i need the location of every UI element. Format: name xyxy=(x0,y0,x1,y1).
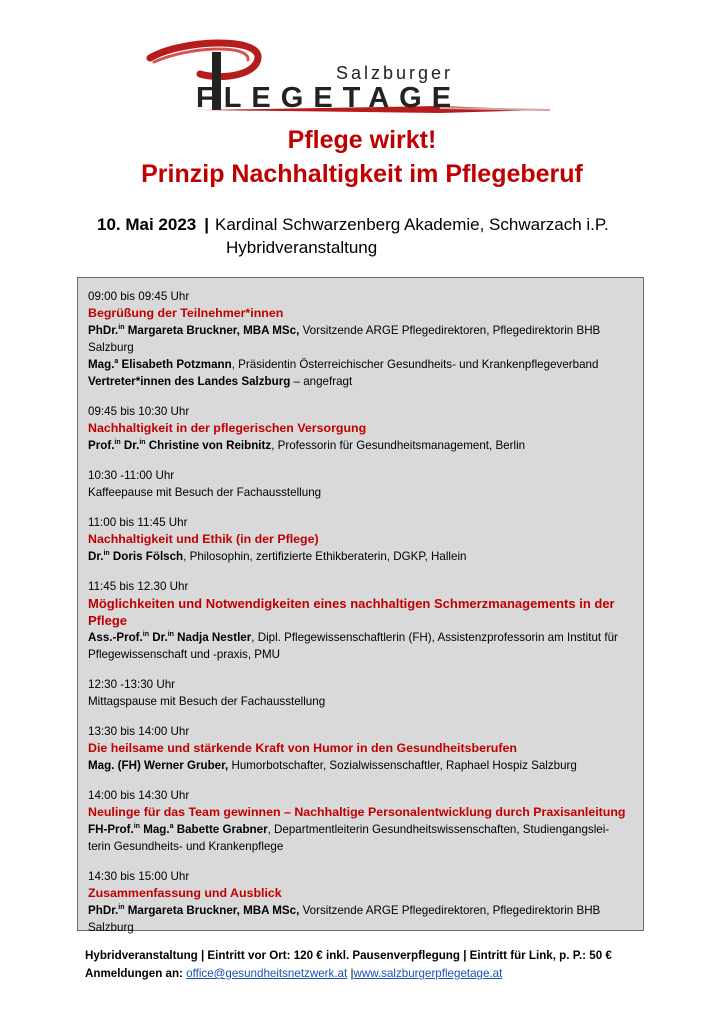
speaker-details: Salzburg xyxy=(88,341,134,354)
program-time: 11:45 bis 12.30 Uhr xyxy=(88,580,189,593)
speaker-title: Ass.-Prof. xyxy=(88,631,143,644)
speaker-details: Vorsitzende ARGE Pflegedirektoren, Pflegedirektorin BHB xyxy=(299,904,601,917)
speaker-title: PhDr. xyxy=(88,904,119,917)
program-item xyxy=(88,288,634,390)
program-speaker-line xyxy=(88,484,634,501)
speaker-title-suffix: in xyxy=(133,823,140,830)
speaker-title-suffix: in xyxy=(118,904,125,911)
speaker-details: Pflegewissenschaft und -praxis, PMU xyxy=(88,648,281,661)
page-subtitle: Prinzip Nachhaltigkeit im Pflegeberuf xyxy=(141,160,583,188)
footer-registration xyxy=(85,965,612,983)
program-item xyxy=(88,676,634,710)
speaker-title-suffix: in xyxy=(114,439,121,446)
program-title: Nachhaltigkeit in der pflegerischen Versorgung xyxy=(88,421,367,435)
speaker-title-suffix: in xyxy=(167,631,174,638)
program-speaker-line xyxy=(88,548,634,565)
footer-prices: Hybridveranstaltung | Eintritt vor Ort: 120 € inkl. Pausenverpflegung | Eintritt für Link, p. P.: 50 € xyxy=(85,949,612,962)
footer xyxy=(85,947,612,983)
speaker-title: Mag. xyxy=(88,358,115,371)
program-item xyxy=(88,868,634,936)
speaker-name: Nadja Nestler xyxy=(173,631,252,644)
event-date: 10. Mai 2023 xyxy=(97,215,197,234)
speaker-details: Mittagspause mit Besuch der Fachausstellung xyxy=(88,695,326,708)
program-item xyxy=(88,723,634,774)
speaker-details: – angefragt xyxy=(290,375,353,388)
speaker-details: Humorbotschafter, Sozialwissenschaftler, Raphael Hospiz Salzburg xyxy=(228,759,577,772)
program-time: 13:30 bis 14:00 Uhr xyxy=(88,725,190,738)
program-item xyxy=(88,467,634,501)
program-title: Möglichkeiten und Notwendigkeiten eines nachhaltigen Schmerzmanagements in der Pflege xyxy=(88,596,615,628)
speaker-title: Prof. xyxy=(88,439,115,452)
speaker-details: , Dipl. Pflegewissenschaftlerin (FH), Assistenzprofessorin am Institut für xyxy=(251,631,618,644)
program-time: 09:00 bis 09:45 Uhr xyxy=(88,290,190,303)
program-item xyxy=(88,403,634,454)
speaker-details: Salzburg xyxy=(88,921,134,934)
program-time: 11:00 bis 11:45 Uhr xyxy=(88,516,188,529)
speaker-name: Doris Fölsch xyxy=(109,550,184,563)
speaker-details: Vorsitzende ARGE Pflegedirektoren, Pflegedirektorin BHB xyxy=(299,324,601,337)
program-time: 14:30 bis 15:00 Uhr xyxy=(88,870,190,883)
logo-subtitle: Salzburger xyxy=(336,63,454,83)
registration-label: Anmeldungen an: xyxy=(85,967,183,980)
event-separator: | xyxy=(204,215,210,234)
speaker-details: Kaffeepause mit Besuch der Fachausstellung xyxy=(88,486,322,499)
logo xyxy=(140,36,560,116)
speaker-title-suffix: in xyxy=(142,631,149,638)
program-speaker-line xyxy=(88,821,634,838)
program-item xyxy=(88,514,634,565)
speaker-details: , Professorin für Gesundheitsmanagement, Berlin xyxy=(271,439,526,452)
speaker-details: , Departmentleiterin Gesundheitswissenschaften, Studiengangslei- xyxy=(267,823,610,836)
speaker-name: Elisabeth Potzmann xyxy=(118,358,232,371)
speaker-title-suffix: a xyxy=(114,358,119,365)
program-speaker-line xyxy=(88,356,634,373)
website-link[interactable]: www.salzburgerpflegetage.at xyxy=(353,967,503,980)
program-time: 10:30 -11:00 Uhr xyxy=(88,469,175,482)
speaker-title: Dr. xyxy=(120,439,140,452)
program-box xyxy=(77,277,644,934)
speaker-title: PhDr. xyxy=(88,324,119,337)
speaker-title-suffix: in xyxy=(139,439,146,446)
speaker-title-suffix: in xyxy=(118,324,125,331)
speaker-name: Babette Grabner xyxy=(173,823,268,836)
program-speaker-line xyxy=(88,757,634,774)
program-title: Begrüßung der Teilnehmer*innen xyxy=(88,306,284,320)
program-title: Zusammenfassung und Ausblick xyxy=(88,886,282,900)
speaker-details: , Präsidentin Österreichischer Gesundheits- und Krankenpflegeverband xyxy=(231,358,599,371)
program-speaker-line xyxy=(88,437,634,454)
speaker-name: Christine von Reibnitz xyxy=(145,439,272,452)
speaker-title: Mag. xyxy=(139,823,170,836)
speaker-title: Dr. xyxy=(88,550,104,563)
program-time: 09:45 bis 10:30 Uhr xyxy=(88,405,190,418)
speaker-name: Vertreter*innen des Landes Salzburg xyxy=(88,375,291,388)
speaker-name: Mag. (FH) Werner Gruber, xyxy=(88,759,229,772)
program-speaker-line xyxy=(88,838,634,855)
speaker-title-suffix: in xyxy=(103,550,110,557)
speaker-title-suffix: a xyxy=(169,823,174,830)
speaker-title: Dr. xyxy=(149,631,168,644)
event-format: Hybridveranstaltung xyxy=(226,238,378,257)
program-title: Die heilsame und stärkende Kraft von Humor in den Gesundheitsberufen xyxy=(88,741,517,755)
program-speaker-line xyxy=(88,373,634,390)
program-title: Nachhaltigkeit und Ethik (in der Pflege) xyxy=(88,532,319,546)
program-item xyxy=(88,787,634,855)
program-item xyxy=(88,578,634,663)
email-link[interactable]: office@gesundheitsnetzwerk.at xyxy=(186,967,348,980)
program-time: 12:30 -13:30 Uhr xyxy=(88,678,176,691)
program-time: 14:00 bis 14:30 Uhr xyxy=(88,789,190,802)
footer-separator: | xyxy=(347,967,354,980)
speaker-details: terin Gesundheits- und Krankenpflege xyxy=(88,840,284,853)
program-speaker-line xyxy=(88,902,634,919)
speaker-title: FH-Prof. xyxy=(88,823,134,836)
program-speaker-line xyxy=(88,339,634,356)
speaker-details: , Philosophin, zertifizierte Ethikberaterin, DGKP, Hallein xyxy=(183,550,467,563)
speaker-name: Margareta Bruckner, MBA MSc, xyxy=(124,904,300,917)
program-speaker-line xyxy=(88,629,634,646)
event-info xyxy=(97,213,609,236)
event-location: Kardinal Schwarzenberg Akademie, Schwarzach i.P. xyxy=(215,215,609,234)
logo-wordmark: FLEGETAGE xyxy=(196,82,462,114)
program-speaker-line xyxy=(88,693,634,710)
program-speaker-line xyxy=(88,322,634,339)
program-speaker-line xyxy=(88,919,634,936)
speaker-name: Margareta Bruckner, MBA MSc, xyxy=(124,324,300,337)
page-title: Pflege wirkt! xyxy=(287,126,437,154)
program-title: Neulinge für das Team gewinnen – Nachhaltige Personalentwicklung durch Praxisanleitung xyxy=(88,805,626,819)
program-speaker-line xyxy=(88,646,634,663)
